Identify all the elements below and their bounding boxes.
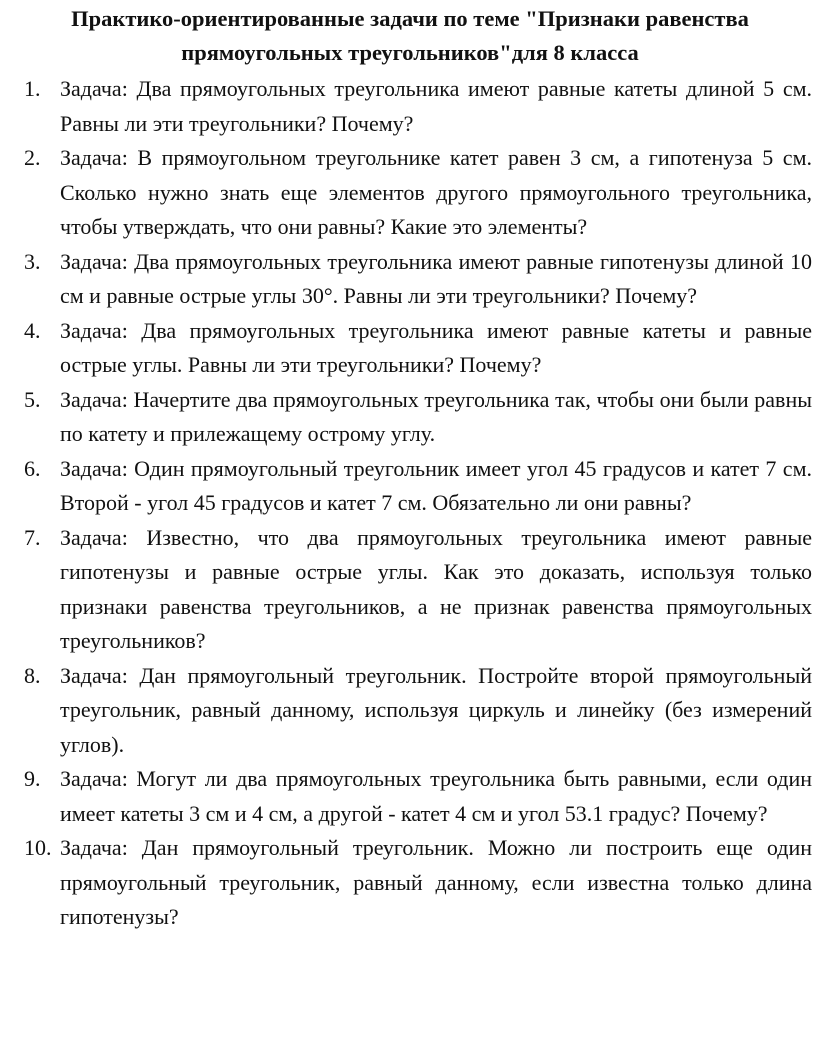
task-text: Задача: Дан прямоугольный треугольник. Постройте второй прямоугольный треугольник, равный данному, используя циркуль и линейку (без измерений углов). (60, 662, 812, 757)
task-text: Задача: Два прямоугольных треугольника имеют равные катеты длиной 5 см. Равны ли эти треугольники? Почему? (60, 76, 812, 136)
list-item (8, 521, 812, 659)
task-text: Задача: Один прямоугольный треугольник имеет угол 45 градусов и катет 7 см. Второй - угол 45 градусов и катет 7 см. Обязательно ли они равны? (60, 455, 812, 515)
task-number: 1. (24, 76, 41, 101)
list-item (8, 141, 812, 245)
document-title: Практико-ориентированные задачи по теме "Признаки равенства прямоугольных треугольников"для 8 класса (71, 6, 749, 65)
task-number: 8. (24, 662, 41, 688)
task-number: 3. (24, 248, 41, 274)
task-number: 7. (24, 524, 41, 550)
list-item (8, 245, 812, 314)
task-number: 4. (24, 317, 41, 343)
task-number: 9. (24, 766, 41, 791)
task-text: Задача: Начертите два прямоугольных треугольника так, чтобы они были равны по катету и прилежащему острому углу. (60, 386, 812, 446)
task-text: Задача: Могут ли два прямоугольных треугольника быть равными, если один имеет катеты 3 см и 4 см, а другой - катет 4 см и угол 53.1 градус? Почему? (60, 766, 812, 826)
list-item (8, 452, 812, 521)
task-text: Задача: Известно, что два прямоугольных треугольника имеют равные гипотенузы и равные острые углы. Как это доказать, используя только признаки равенства треугольников, а не признак равенства прямоугольных треугольников? (60, 524, 812, 653)
list-item (8, 314, 812, 383)
task-text: Задача: Два прямоугольных треугольника имеют равные катеты и равные острые углы. Равны ли эти треугольники? Почему? (60, 317, 812, 377)
list-item (8, 72, 812, 141)
task-number: 5. (24, 386, 41, 412)
list-item (8, 659, 812, 763)
task-text: Задача: Дан прямоугольный треугольник. Можно ли построить еще один прямоугольный треугольник, равный данному, если известна только длина гипотенузы? (60, 835, 812, 929)
task-text: Задача: Два прямоугольных треугольника имеют равные гипотенузы длиной 10 см и равные острые углы 30°. Равны ли эти треугольники? Почему? (60, 248, 812, 308)
list-item (8, 831, 812, 935)
task-number: 10. (24, 835, 52, 860)
task-number: 6. (24, 455, 41, 481)
task-number: 2. (24, 145, 41, 170)
task-text: Задача: В прямоугольном треугольнике катет равен 3 см, а гипотенуза 5 см. Сколько нужно знать еще элементов другого прямоугольного треугольника, чтобы утверждать, что они равны? Какие это элементы? (60, 145, 812, 239)
list-item (8, 383, 812, 452)
list-item (8, 762, 812, 831)
task-list (8, 72, 812, 935)
